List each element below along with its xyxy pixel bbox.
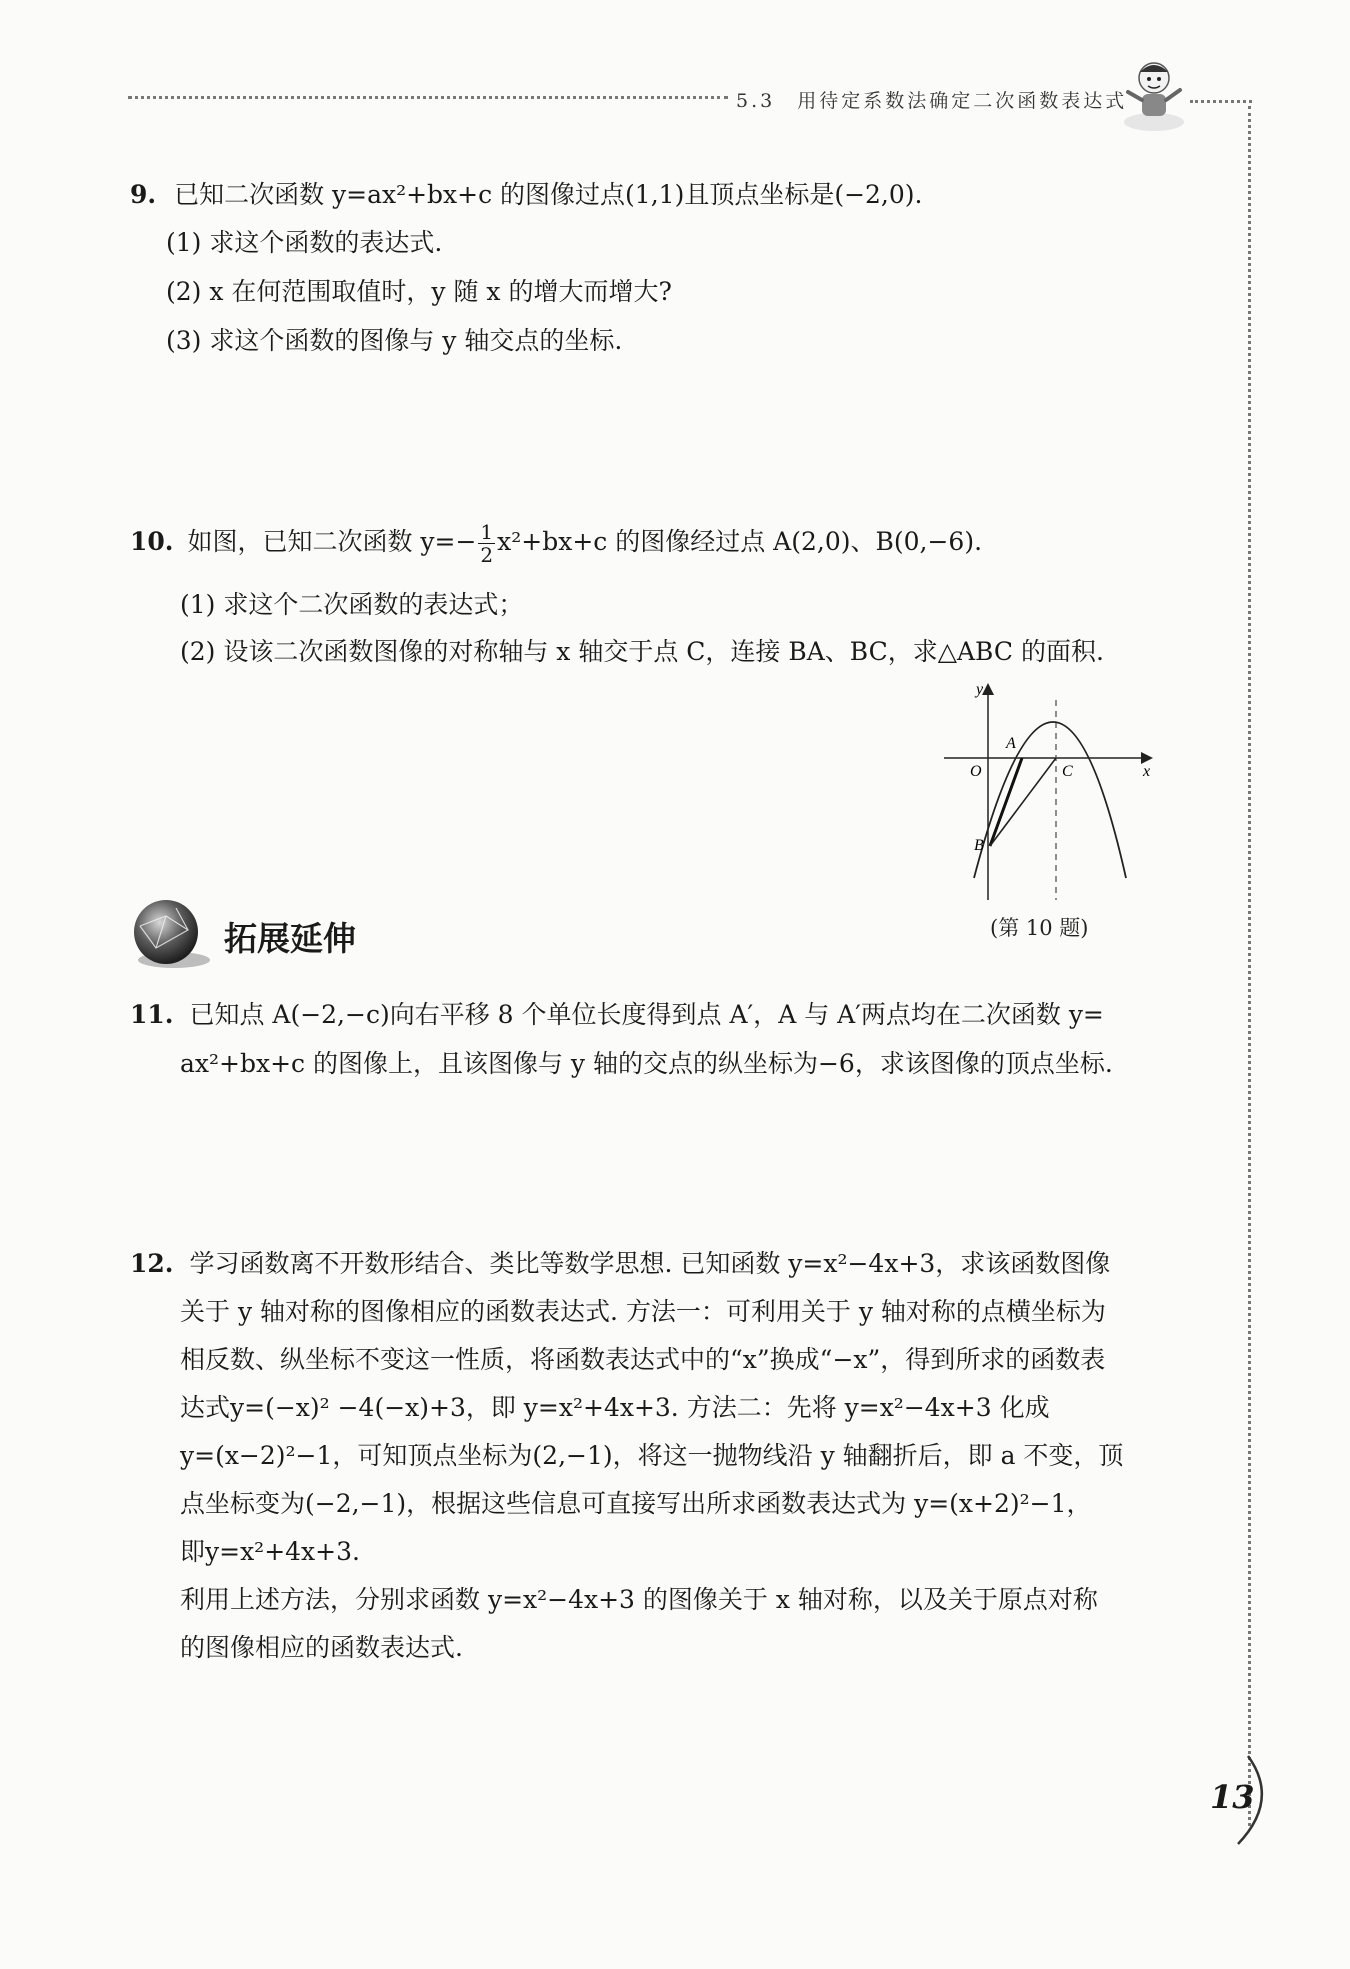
question-text-after: x²+bx+c 的图像经过点 A(2,0)、B(0,−6). [497,527,983,556]
question-9-part-1: (1) 求这个函数的表达式. [166,228,443,257]
question-text-before: 如图，已知二次函数 y=− [187,527,477,556]
header-rule [128,96,728,99]
question-11-line-1 [130,990,1104,1040]
fraction-denominator: 2 [480,543,494,567]
header-rule-right [1190,100,1252,103]
figure-caption: (第 10 题) [990,916,1089,940]
question-11-line-2: ax²+bx+c 的图像上，且该图像与 y 轴的交点的纵坐标为−6，求该图像的顶点坐标. [180,1049,1113,1078]
fraction [478,521,495,566]
question-12-line-9: 的图像相应的函数表达式. [180,1633,463,1662]
segment-BA [990,758,1022,846]
question-12-line-6: 点坐标变为(−2,−1)，根据这些信息可直接写出所求函数表达式为 y=(x+2)²−1， [180,1489,1092,1518]
page-border [1248,106,1251,1826]
question-12-line-8: 利用上述方法，分别求函数 y=x²−4x+3 的图像关于 x 轴对称，以及关于原点对称 [180,1585,1098,1614]
question-text: 已知点 A(−2,−c)向右平移 8 个单位长度得到点 A′，A 与 A′两点均在二次函数 y= [189,1000,1104,1029]
label-C: C [1062,763,1073,780]
label-A: A [1006,735,1016,752]
question-10-part-1: (1) 求这个二次函数的表达式； [180,590,524,619]
page-number: 13 [1210,1778,1255,1816]
question-12-line-1 [130,1240,1110,1289]
question-number: 9. [130,180,157,209]
segment-BC [990,758,1056,846]
question-10-figure [938,678,1160,906]
question-9-part-2: (2) x 在何范围取值时，y 随 x 的增大而增大? [166,277,672,306]
section-title: 拓展延伸 [224,919,356,958]
mascot-icon [1118,54,1190,134]
label-x: x [1143,763,1151,780]
question-10-stem [130,514,982,570]
parabola [974,722,1126,878]
question-text: 已知二次函数 y=ax²+bx+c 的图像过点(1,1)且顶点坐标是(−2,0). [174,180,923,209]
question-9-part-3: (3) 求这个函数的图像与 y 轴交点的坐标. [166,326,623,355]
label-B: B [974,837,984,854]
question-number: 11. [130,1000,174,1029]
label-O: O [970,763,982,780]
fraction-numerator: 1 [480,520,494,544]
globe-icon [126,894,212,978]
question-12-line-2: 关于 y 轴对称的图像相应的函数表达式. 方法一：可利用关于 y 轴对称的点横坐标为 [180,1297,1106,1326]
question-number: 12. [130,1249,174,1278]
question-12-line-5: y=(x−2)²−1，可知顶点坐标为(2,−1)，将这一抛物线沿 y 轴翻折后，即 a 不变，顶 [180,1441,1124,1470]
question-text: 学习函数离不开数形结合、类比等数学思想. 已知函数 y=x²−4x+3，求该函数图像 [189,1249,1111,1278]
question-12-line-3: 相反数、纵坐标不变这一性质，将函数表达式中的“x”换成“−x”，得到所求的函数表 [180,1345,1106,1374]
question-12-line-7: 即y=x²+4x+3. [180,1537,360,1566]
question-10-part-2: (2) 设该二次函数图像的对称轴与 x 轴交于点 C，连接 BA、BC，求△ABC 的面积. [180,637,1104,666]
chapter-title: 5.3 用待定系数法确定二次函数表达式 [736,90,1128,112]
question-9-stem [130,170,922,220]
question-12-line-4: 达式y=(−x)² −4(−x)+3，即 y=x²+4x+3. 方法二：先将 y=x²−4x+3 化成 [180,1393,1050,1422]
question-number: 10. [130,527,174,556]
label-y: y [976,681,984,698]
